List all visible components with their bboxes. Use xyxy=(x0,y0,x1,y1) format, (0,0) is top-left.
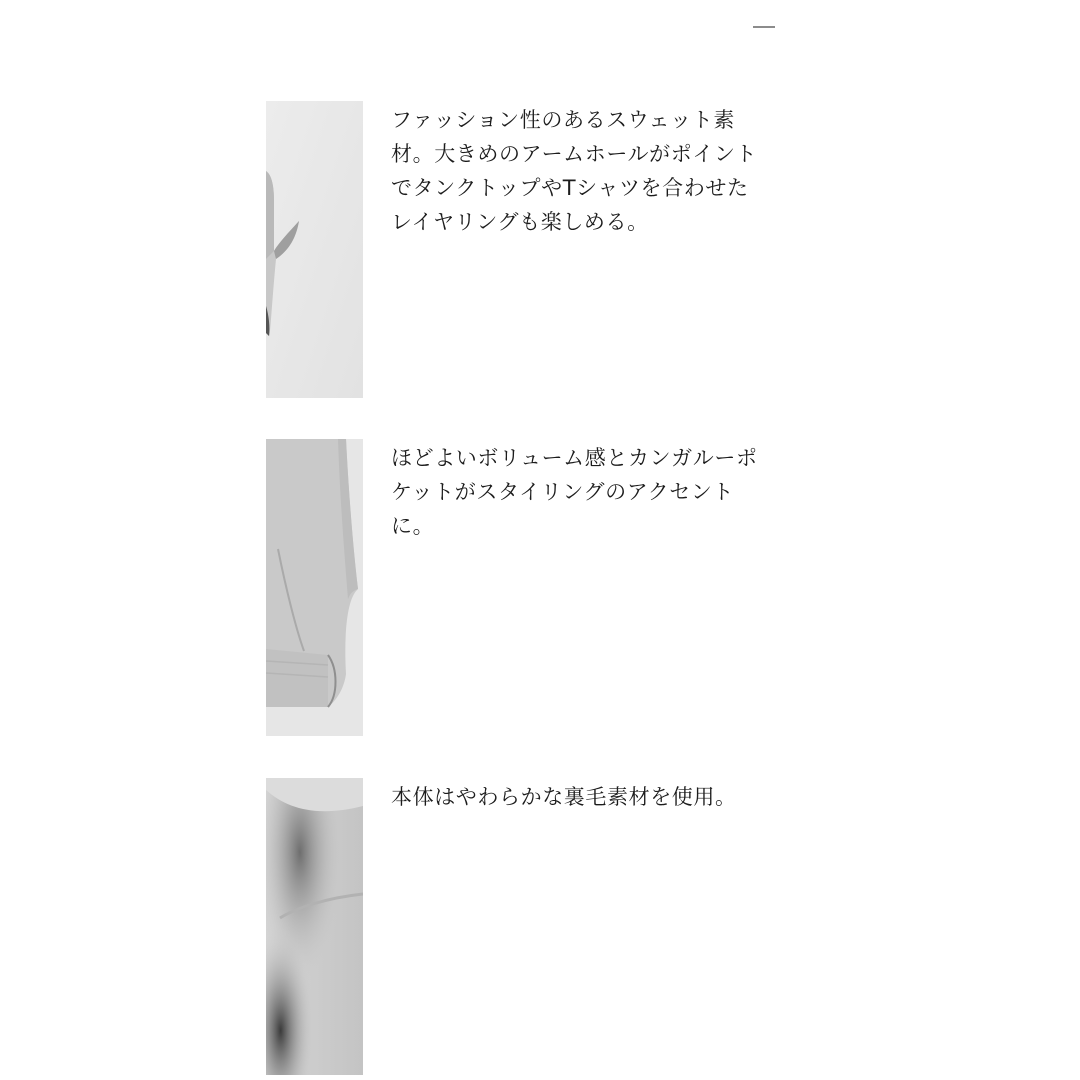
armhole-photo xyxy=(266,101,363,398)
feature-item-fabric xyxy=(266,778,786,1075)
feature-description: ほどよいボリューム感とカンガルーポ ケットがスタイリングのアクセント に。 xyxy=(391,446,758,538)
feature-item-pocket xyxy=(266,439,786,736)
feature-item-armhole xyxy=(266,101,786,398)
feature-description: 本体はやわらかな裏毛素材を使用。 xyxy=(391,785,737,809)
collapse-minus-icon[interactable] xyxy=(753,26,775,28)
feature-description: ファッション性のあるスウェット素 材。大きめのアームホールがポイント でタンクトップやTシャツを合わせた レイヤリングも楽しめる。 xyxy=(391,108,758,234)
pocket-photo xyxy=(266,439,363,736)
fabric-photo xyxy=(266,778,363,1075)
